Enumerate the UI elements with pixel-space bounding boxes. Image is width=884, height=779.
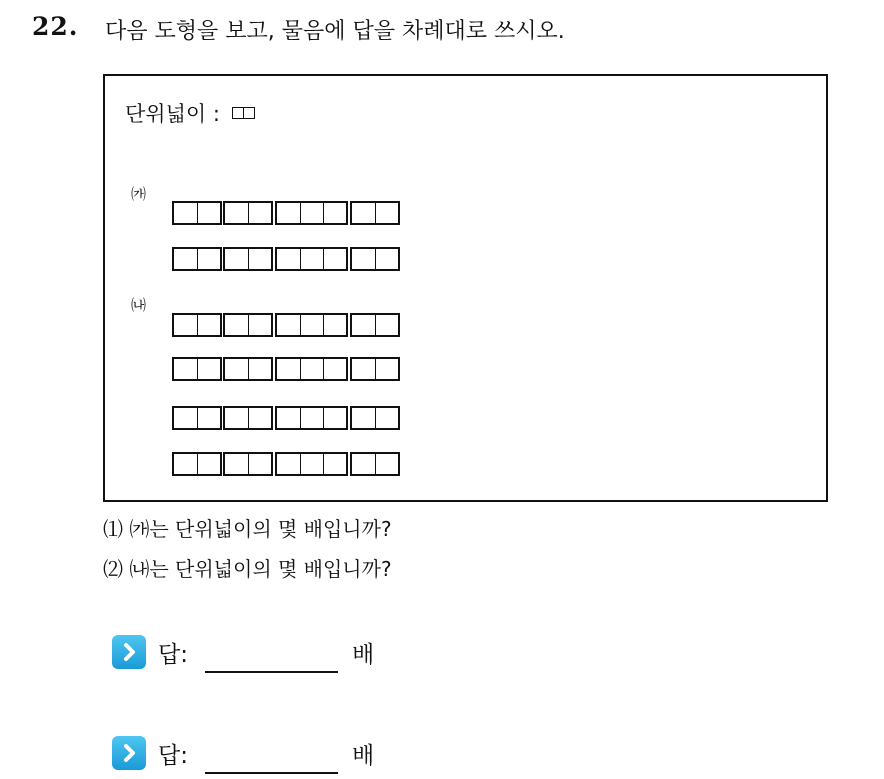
square-group [223,201,273,225]
unit-square [197,454,220,474]
unit-square [375,315,398,335]
unit-square [225,359,248,379]
unit-square [352,315,375,335]
arrow-right-icon [112,635,146,669]
square-group [172,201,222,225]
unit-square [375,454,398,474]
figure-a-label: ㈎ [131,185,147,203]
square-group [223,313,273,337]
unit-square [352,408,375,428]
answer-label: 답: [158,641,188,668]
answer-row-2 [112,733,374,773]
square-group [350,406,400,430]
unit-square [197,249,220,269]
unit-square [300,249,323,269]
square-group [350,357,400,381]
question-number: 22. [32,12,79,41]
unit-square [174,454,197,474]
unit-square [352,359,375,379]
unit-square [300,203,323,223]
unit-square [174,315,197,335]
square-row [105,452,405,476]
answer-blank-1[interactable] [205,643,338,673]
unit-square [375,359,398,379]
square-group [275,201,348,225]
answer-unit: 배 [351,641,375,668]
unit-square [225,203,248,223]
unit-square [225,454,248,474]
square-group [223,452,273,476]
question-text: 다음 도형을 보고, 물음에 답을 차례대로 쓰시오. [105,19,565,44]
square-group [275,406,348,430]
arrow-right-icon [112,736,146,770]
unit-square [197,203,220,223]
answer-blank-2[interactable] [205,744,338,774]
unit-square [277,203,300,223]
unit-square [197,359,220,379]
square-group [223,357,273,381]
square-row [105,201,405,225]
unit-square [244,107,255,119]
unit-square [248,408,271,428]
square-group [350,452,400,476]
unit-square [323,249,346,269]
unit-square [277,359,300,379]
unit-square [174,249,197,269]
square-group [172,452,222,476]
unit-square [277,408,300,428]
unit-square [174,408,197,428]
unit-area-squares [232,107,255,119]
square-row [105,357,405,381]
unit-square [248,203,271,223]
square-row [105,406,405,430]
square-group [350,313,400,337]
unit-square [300,454,323,474]
unit-square [352,454,375,474]
square-group [172,406,222,430]
square-group [172,247,222,271]
unit-square [277,249,300,269]
unit-square [197,315,220,335]
unit-square [225,408,248,428]
unit-square [323,359,346,379]
unit-square [277,454,300,474]
answer-label: 답: [158,742,188,769]
square-group [172,313,222,337]
unit-square [248,249,271,269]
unit-square [174,203,197,223]
square-group [223,406,273,430]
unit-square [323,454,346,474]
unit-square [248,454,271,474]
unit-square [197,408,220,428]
figure-box [103,74,828,502]
square-group [275,247,348,271]
unit-square [225,249,248,269]
unit-square [277,315,300,335]
unit-square [323,315,346,335]
unit-square [225,315,248,335]
unit-square [300,359,323,379]
sub-question-1: ⑴ ㈎는 단위넓이의 몇 배입니까? [103,517,392,541]
unit-square [352,249,375,269]
square-group [275,452,348,476]
square-group [275,313,348,337]
unit-square [352,203,375,223]
square-row [105,247,405,271]
figure-b-label: ㈏ [131,296,147,314]
unit-square [375,408,398,428]
unit-square [248,359,271,379]
square-group [350,247,400,271]
unit-square [375,249,398,269]
square-group [223,247,273,271]
answer-row-1 [112,632,374,672]
square-group [350,201,400,225]
unit-square [323,408,346,428]
unit-square [248,315,271,335]
answer-unit: 배 [351,742,375,769]
unit-area-label [125,98,255,128]
unit-square [232,107,244,119]
unit-square [300,315,323,335]
unit-square [375,203,398,223]
unit-area-text: 단위넓이 : [125,102,220,126]
square-row [105,313,405,337]
sub-question-2: ⑵ ㈏는 단위넓이의 몇 배입니까? [103,557,392,581]
square-group [275,357,348,381]
unit-square [174,359,197,379]
unit-square [300,408,323,428]
unit-square [323,203,346,223]
square-group [172,357,222,381]
